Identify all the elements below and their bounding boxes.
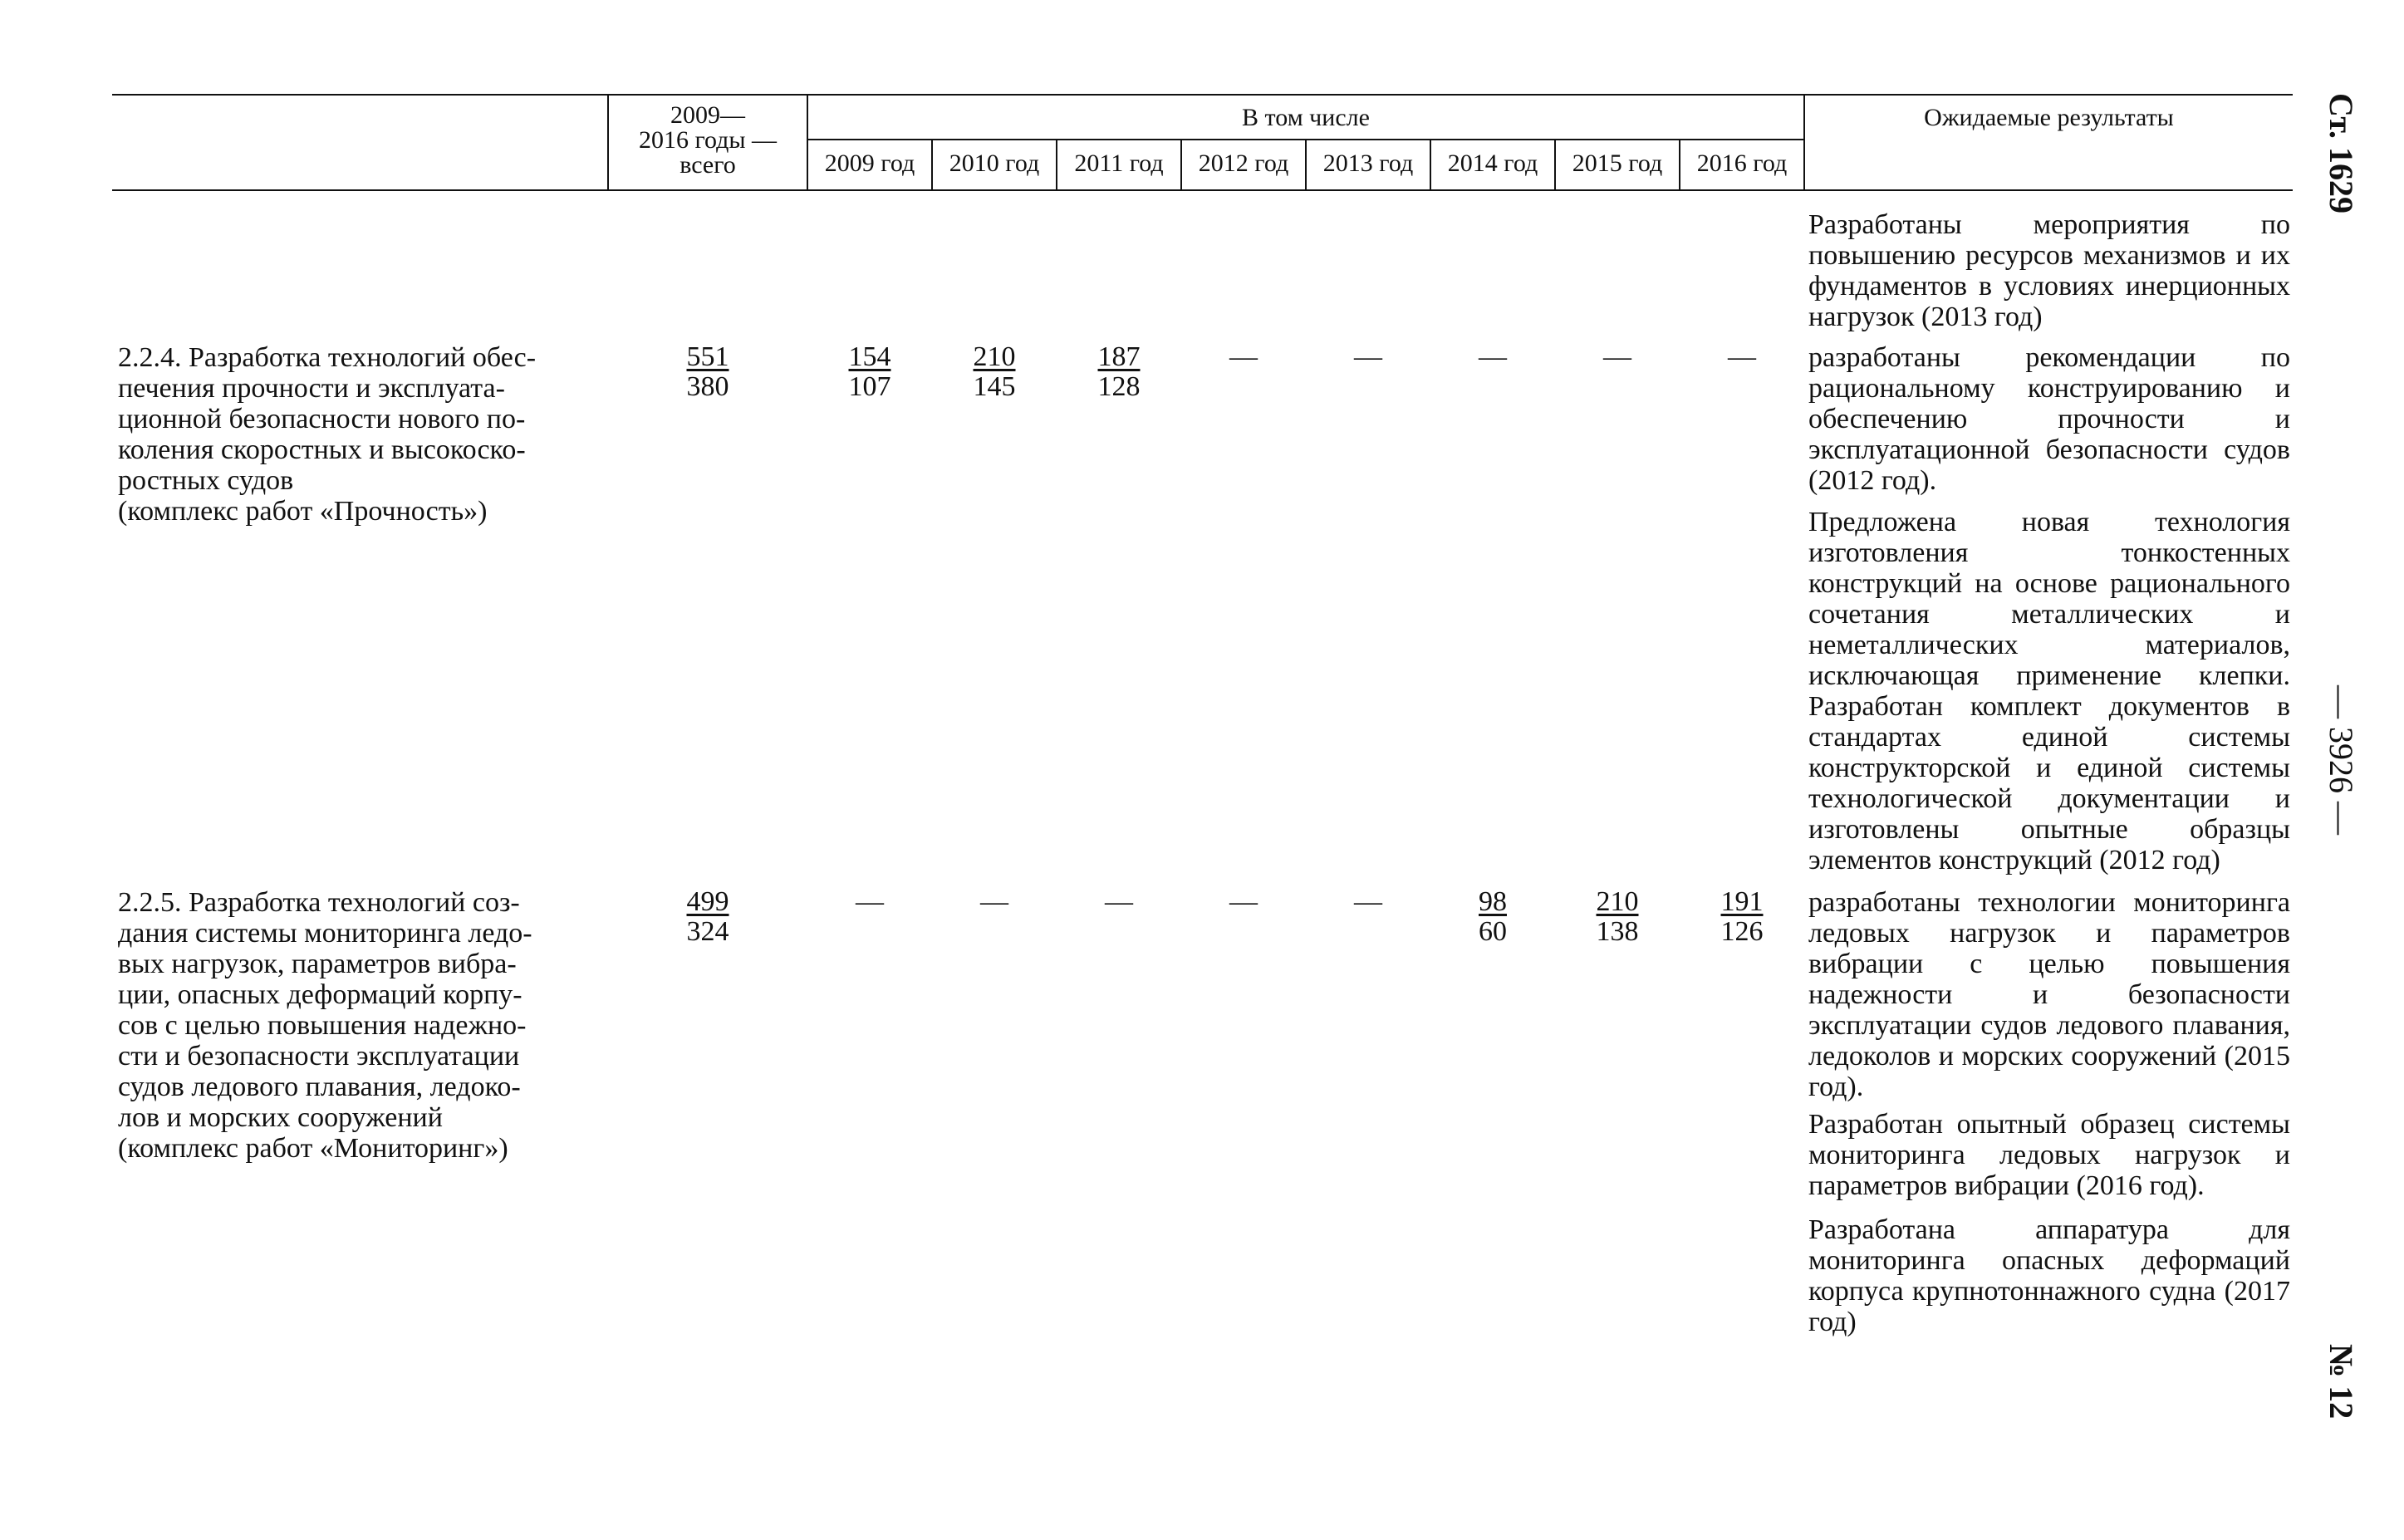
row-224-complex: (комплекс работ «Прочность») [118,496,488,527]
header-year-2015: 2015 год [1572,150,1663,177]
fraction-bottom: 128 [1097,371,1141,402]
fraction-bottom: 380 [686,371,729,402]
row-224-y2009 [820,342,920,402]
header-year-2009: 2009 год [824,150,915,177]
row-224-y2011 [1069,342,1169,402]
row-224-title-line: печения прочности и эксплуата- [118,373,505,404]
header-total-line-1: 2009— [670,101,745,129]
header-year-2014: 2014 год [1447,150,1538,177]
article-number: Ст. 1629 [2323,93,2360,213]
fraction-top: 499 [686,886,729,917]
row-225-y2012: — [1229,886,1258,917]
row-224-y2016: — [1728,341,1756,372]
row-225-title-line: 2.2.5. Разработка технологий соз- [118,887,520,918]
page-number: — 3926 — [2323,685,2360,835]
fraction-top: 191 [1720,886,1764,917]
row-225-result-3: Разработана аппаратура для мониторинга опасных деформаций корпуса крупнотоннажного судна (2017 год) [1808,1214,2290,1337]
row-224-y2014: — [1479,341,1507,372]
continuation-result: Разработаны мероприятия по повышению ресурсов механизмов и их фундаментов в условиях инерционных нагрузок (2013 год) [1808,209,2290,332]
row-225-y2013: — [1354,886,1382,917]
row-225-title-line: судов ледового плавания, ледоко- [118,1072,521,1102]
header-total-line-2: 2016 годы — [638,126,778,154]
row-224-title-line: ростных судов [118,465,294,496]
header-top-rule [112,94,2293,96]
row-225-title [118,887,600,1164]
row-225-y2016 [1692,887,1792,947]
row-225-total [658,887,758,947]
row-224-y2013: — [1354,341,1382,372]
row-224-y2015: — [1603,341,1631,372]
row-225-result-1: разработаны технологии мониторинга ледовых нагрузок и параметров вибрации с целью повышения надежности и безопасности эксплуатации судов ледового плавания, ледоколов и морских сооружений (2015 год). [1808,887,2290,1102]
header-year-2010: 2010 год [949,150,1040,177]
row-224-y2010 [944,342,1044,402]
fraction-bottom: 126 [1720,916,1764,947]
row-225-y2010: — [980,886,1008,917]
row-225-result-2: Разработан опытный образец системы мониторинга ледовых нагрузок и параметров вибрации (2016 год). [1808,1109,2290,1201]
fraction-bottom: 145 [973,371,1016,402]
header-results-label: Ожидаемые результаты [1924,104,2174,131]
row-225-title-line: лов и морских сооружений [118,1102,443,1133]
row-224-title-line: коления скоростных и высокоско- [118,434,526,465]
header-year-2013: 2013 год [1322,150,1414,177]
header-total-col [609,103,807,178]
row-225-complex: (комплекс работ «Мониторинг») [118,1133,508,1164]
fraction-top: 210 [973,341,1016,372]
header-year-2012: 2012 год [1198,150,1289,177]
row-225-title-line: вых нагрузок, параметров вибра- [118,949,517,979]
row-224-title [118,342,600,527]
row-224-result-1: разработаны рекомендации по рациональному конструированию и обеспечению прочности и эксплуатационной безопасности судов (2012 год). [1808,342,2290,496]
header-year-2016: 2016 год [1696,150,1788,177]
row-225-y2014 [1443,887,1543,947]
fraction-bottom: 107 [848,371,891,402]
row-224-title-line: 2.2.4. Разработка технологий обес- [118,342,537,373]
header-total-line-3: всего [679,151,736,179]
fraction-top: 187 [1097,341,1141,372]
row-224-y2012: — [1229,341,1258,372]
fraction-top: 551 [686,341,729,372]
row-224-title-line: ционной безопасности нового по- [118,404,526,434]
header-bottom-rule [112,189,2293,191]
row-225-title-line: сов с целью повышения надежно- [118,1010,527,1041]
fraction-bottom: 138 [1596,916,1639,947]
header-year-2011: 2011 год [1074,150,1164,177]
row-225-title-line: дания системы мониторинга ледо- [118,918,532,949]
fraction-bottom: 324 [686,916,729,947]
fraction-top: 154 [848,341,891,372]
fraction-bottom: 60 [1479,916,1507,947]
row-224-total [658,342,758,402]
row-225-title-line: сти и безопасности эксплуатации [118,1041,520,1072]
fraction-top: 98 [1479,886,1507,917]
issue-number: № 12 [2323,1344,2360,1420]
row-225-y2009: — [856,886,884,917]
fraction-top: 210 [1596,886,1639,917]
row-225-y2011: — [1105,886,1133,917]
row-225-y2015 [1568,887,1667,947]
row-225-title-line: ции, опасных деформаций корпу- [118,979,523,1010]
header-group-label: В том числе [1242,104,1370,131]
row-224-result-2: Предложена новая технология изготовления тонкостенных конструкций на основе рационального сочетания металлических и неметаллических материалов, исключающая применение клепки. Разработан комплект документов в стандартах единой системы конструкторской и единой системы технологической документации и изготовлены опытные образцы элементов конструкций (2012 год) [1808,507,2290,875]
